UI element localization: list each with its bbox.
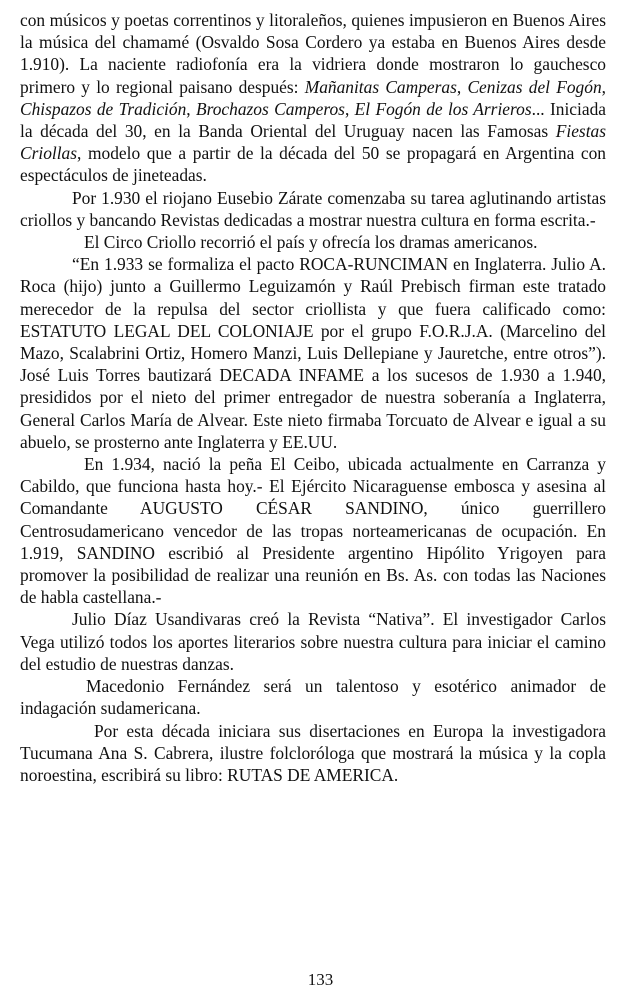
text-run: ,	[344, 98, 355, 119]
paragraph	[20, 720, 606, 787]
text-run: con músicos y poetas correntinos y litoraleños, quienes impusieron en Buenos Aires la música del chamamé (Osvaldo Sosa Cordero ya estaba en Buenos Aires desde 1.910). La naciente radiofonía era la vidriera donde mostraron lo gauchesco primero y lo regional paisano después:	[20, 10, 606, 97]
text-run: ,	[186, 98, 196, 119]
paragraph	[20, 453, 606, 608]
text-run: El Circo Criollo recorrió el país y ofrecía los dramas americanos.	[84, 232, 538, 253]
paragraph	[20, 608, 606, 675]
text-run: Por esta década iniciara sus disertaciones en Europa la investigadora Tucumana Ana S. Cabrera, ilustre folcloróloga que mostrará la música y la copla noroestina, escribirá su libro: RUTAS DE AMERICA.	[20, 720, 606, 785]
italic-title: El Fogón de los Arrieros	[354, 98, 532, 119]
text-run: Macedonio Fernández será un talentoso y esotérico animador de indagación sudamericana.	[20, 676, 606, 719]
text-run: ,	[601, 76, 606, 97]
italic-title: Fiestas Criollas	[20, 121, 606, 164]
paragraph	[20, 253, 606, 453]
text-run: ,	[456, 76, 468, 97]
italic-title: Brochazos Camperos	[195, 98, 345, 119]
italic-title: Mañanitas Camperas	[304, 76, 457, 97]
text-run: Julio Díaz Usandivaras creó la Revista “Nativa”. El investigador Carlos Vega utilizó todos los aportes literarios sobre nuestra cultura para iniciar el camino del estudio de nuestras danzas.	[20, 609, 606, 674]
paragraph	[20, 231, 606, 253]
text-run: “En 1.933 se formaliza el pacto ROCA-RUNCIMAN en Inglaterra. Julio A. Roca (hijo) junto a Guillermo Leguizamón y Raúl Prebisch firman este tratado merecedor de la repulsa del sector criollista y que fuera calificado como: ESTATUTO LEGAL DEL COLONIAJE por el grupo F.O.R.J.A. (Marcelino del Mazo, Scalabrini Ortiz, Homero Manzi, Luis Dellepiane y Jauretche, entre otros”). José Luis Torres bautizará DECADA INFAME a los sucesos de 1.930 a 1.940, presididos por el nieto del primer entregador de nuestra soberanía a Inglaterra, General Carlos María de Alvear. Este nieto firmaba Torcuato de Alvear e igual a su abuelo, se prosterno ante Inglaterra y EE.UU.	[20, 254, 606, 452]
paragraph	[20, 187, 606, 231]
page-number: 133	[307, 970, 334, 989]
italic-title: Chispazos de Tradición	[20, 98, 187, 119]
paragraph	[20, 9, 606, 187]
text-run: , modelo que a partir de la década del 50 se propagará en Argentina con espectáculos de jineteadas.	[20, 143, 606, 186]
italic-title: Cenizas del Fogón	[467, 76, 602, 97]
text-run: ... Iniciada la década del 30, en la Banda Oriental del Uruguay nacen las Famosas	[20, 98, 606, 142]
text-run: Por 1.930 el riojano Eusebio Zárate comenzaba su tarea aglutinando artistas criollos y bancando Revistas dedicadas a mostrar nuestra cultura en forma escrita.-	[20, 187, 606, 230]
text-run: En 1.934, nació la peña El Ceibo, ubicada actualmente en Carranza y Cabildo, que funciona hasta hoy.- El Ejército Nicaraguense embosca y asesina al Comandante AUGUSTO CÉSAR SANDINO, único guerrillero Centrosudamericano vencedor de las tropas norteamericanas de ocupación. En 1.919, SANDINO escribió al Presidente argentino Hipólito Yrigoyen para promover la posibilidad de realizar una reunión en Bs. As. con todas las Naciones de habla castellana.-	[20, 454, 606, 608]
body-text	[20, 9, 606, 786]
paragraph	[20, 675, 606, 719]
